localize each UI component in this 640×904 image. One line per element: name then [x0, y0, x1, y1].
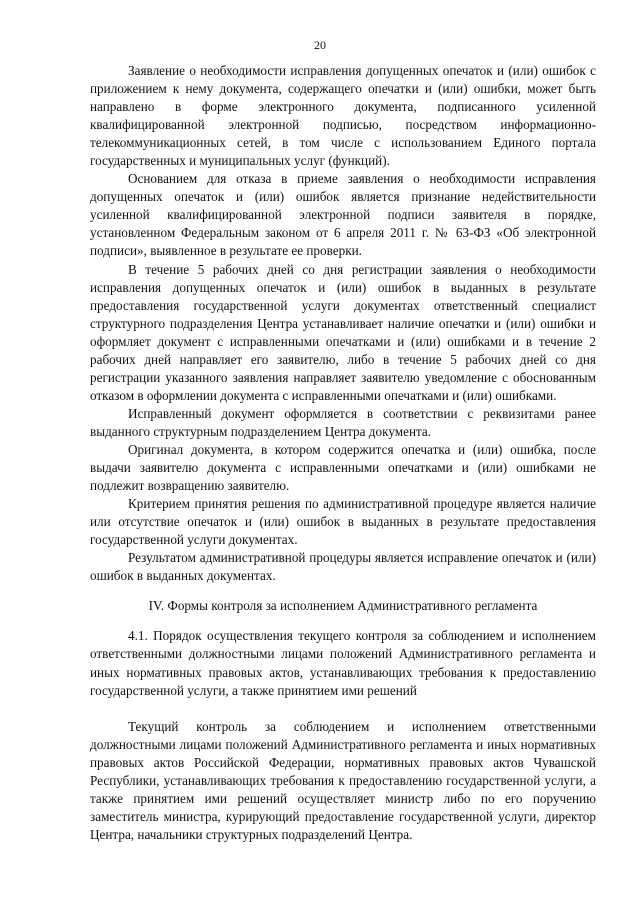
paragraph-correction-deadline: В течение 5 рабочих дней со дня регистрации заявления о необходимости исправления допущенных опечаток и (или) ошибок в выданных в результате предоставления государственной услуги документах ответственный специалист структурного подразделения Центра устанавливает наличие опечатки и (или) ошибки и оформляет документ с исправленными опечатками и (или) ошибками и в течение 2 рабочих дней направляет его заявителю, либо в течение 5 рабочих дней со дня регистрации указанного заявления направляет заявителю уведомление с обоснованным отказом в оформлении документа с исправленными опечатками и (или) ошибками. — [90, 261, 596, 403]
paragraph-refusal-grounds: Основанием для отказа в приеме заявления о необходимости исправления допущенных опечаток и (или) ошибок является признание недействительности усиленной квалифицированной электронной подписи заявителя в порядке, установленном Федеральным законом от 6 апреля 2011 г. № 63-ФЗ «Об электронной подписи», выявленное в результате ее проверки. — [90, 171, 596, 259]
paragraph-original-document: Оригинал документа, в котором содержится опечатка и (или) ошибка, после выдачи заявителю документа с исправленными опечатками и (или) ошибками не подлежит возвращению заявителю. — [90, 441, 596, 494]
paragraph-decision-criterion: Критерием принятия решения по административной процедуре является наличие или отсутствие опечаток и (или) ошибок в выданных в результате предоставления государственной услуги документах. — [90, 496, 596, 548]
section-heading: IV. Формы контроля за исполнением Административного регламента — [148, 598, 538, 614]
paragraph-electronic-application: Заявление о необходимости исправления допущенных опечаток и (или) ошибок с приложением к нему документа, содержащего опечатки и (или) ошибки, может быть направлено в форме электронного документа, подписанного усиленной квалифицированной электронной подписью, посредством информационно-телекоммуникационных сетей, в том числе с использованием Единого портала государственных и муниципальных услуг (функций). — [90, 63, 596, 169]
document-body — [90, 62, 596, 844]
page-number: 20 — [314, 38, 326, 52]
paragraph-gap — [90, 700, 596, 718]
paragraph-procedure-result: Результатом административной процедуры является исправление опечаток и (или) ошибок в выданных документах. — [90, 550, 596, 584]
paragraph-corrected-document: Исправленный документ оформляется в соответствии с реквизитами ранее выданного структурным подразделением Центра документа. — [90, 405, 596, 439]
subsection-4-1: 4.1. Порядок осуществления текущего контроля за соблюдением и исполнением ответственными должностными лицами положений Административного регламента и иных нормативных правовых актов, устанавливающих требования к предоставлению государственной услуги, а также принятием ими решений — [90, 628, 596, 698]
paragraph-current-control: Текущий контроль за соблюдением и исполнением ответственными должностными лицами положений Административного регламента и иных нормативных правовых актов Российской Федерации, нормативных правовых актов Чувашской Республики, устанавливающих требования к предоставлению государственной услуги, а также принятием ими решений осуществляет министр либо по его поручению заместитель министра, курирующий предоставление государственной услуги, директор Центра, начальники структурных подразделений Центра. — [90, 718, 596, 842]
